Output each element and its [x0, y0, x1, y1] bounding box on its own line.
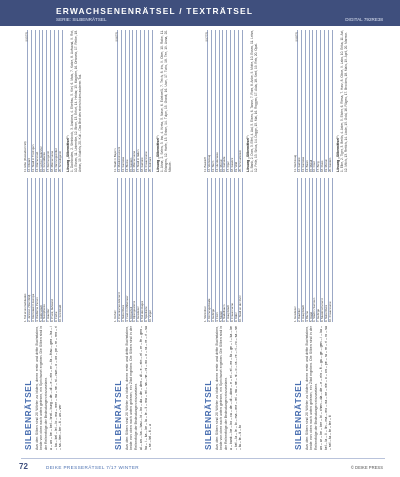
clue-line: 19. Nahrungsmittel — [55, 30, 59, 172]
puzzle-title: SILBENRÄTSEL — [24, 380, 33, 450]
solution-text: 1. Dachboden, 2. Steinbock, 3. Andorra, 4. Ehefrau, 5. Kiel, 6. Mais, 7. Katze, 8. Aufwand, 9. Rot, 10. Essen, 11. Unterelbe, 12. Birne, 13. Erfurt, 14. Hektar, 15. Magister, 16. Ortsnetz, 17. Reibe, 18. Anton, 19. Nudeln, 20. Kuli – Das Brot des einen ist des anderen Tod. — [69, 30, 82, 172]
clue-line: 8. Teil des Auges — [141, 178, 145, 322]
clue-line: 2. Kirchengebäude — [208, 178, 212, 322]
clue-line: 8. Musikinstrument — [321, 178, 325, 322]
clue-line: 20. Schreibgerät — [59, 30, 63, 172]
syllable-list: al – an – ba – bau – bi – bo – da – de – den – di – e – ein – el – er – fe – gen – ha – i – ka – ke – la – le – li – ma – mi – na – ne – ni – no – o – ra – re – ri – sa – se – tel – ti – u — [139, 326, 153, 450]
puzzle-title: SILBENRÄTSEL — [294, 380, 303, 450]
puzzle-page — [0, 26, 400, 456]
instructions-column — [204, 326, 276, 450]
clue-line: 16. Getreide — [223, 30, 227, 172]
puzzle-column — [111, 26, 189, 454]
clue-line: 5. Vogel — [310, 178, 314, 322]
clue-line: 20. Schmuckstein — [239, 30, 243, 172]
puzzle-body — [291, 26, 369, 454]
clue-line: 10. Stadt an der Ruhr — [239, 178, 243, 322]
clue-line: 4. Weibliche Person — [36, 178, 40, 322]
clues-column — [204, 178, 276, 322]
clues-column — [24, 178, 96, 322]
clues-column — [114, 178, 186, 322]
puzzle-number: 997TR — [205, 32, 209, 42]
clue-line: 9. Käfer — [235, 178, 239, 322]
clue-line: 16. Grunddecke — [43, 30, 47, 172]
clue-line: 13. Gemüse — [122, 30, 126, 172]
clue-line: 3. Gebirge — [212, 178, 216, 322]
clue-line: 9. Farbe — [55, 178, 59, 322]
clue-line: 1. Vorfahr — [114, 178, 118, 322]
clue-line: 9. Nebenfluss — [325, 178, 329, 322]
clue-line: 1. Gewässer — [294, 178, 298, 322]
solution-heading: Lösung „Silbenrätsel“: — [155, 135, 160, 172]
clue-line: 7. Gebirge — [317, 178, 321, 322]
clue-line: 19. Wild — [235, 30, 239, 172]
clue-line: 7. Haustier — [47, 178, 51, 322]
puzzle-title: SILBENRÄTSEL — [204, 380, 213, 450]
clue-line: 13. Stadt in Thüringen — [32, 30, 36, 172]
clue-line: 5. Metall — [220, 178, 224, 322]
clue-line: 6. Alpengewächs — [133, 178, 137, 322]
clue-line: 19. Monat — [325, 30, 329, 172]
clue-line: 5. Körperteil — [130, 178, 134, 322]
syllable-list: a – bank – be – bo – ca – de – di – dom – e – ei – el – en – fa – ge – i – ka – ke – kel – la – le – lo – ma – me – mi – na – ne – ni – o – ra – re – ri – ro – sa – se – ta – te – ti – to — [229, 326, 243, 450]
clue-line: 3. Nebenfluss — [122, 178, 126, 322]
puzzle-instructions: Aus den Silben sind 20 Wörter zu bilden, deren erste und dritte Buchstaben, beide von oben nach unten gelesen, ein Zitat ergeben. Die Silben sind in der Reihenfolge der Bedeutungen einzusetzen. — [125, 326, 138, 450]
clue-line: 13. Gemüse — [302, 30, 306, 172]
clues-column — [294, 30, 366, 172]
clue-line: 16. Insel — [313, 30, 317, 172]
solution-text: 1. Bank, 2. Dom, 3. Eifel, 4. Aal, 5. Eisen, 6. Tanne, 7. Rom, 8. Anke, 9. Motte, 10. Essen, 11. Lehm, 12. Feile, 13. Sirius, 14. Dogge, 15. Mai, 16. Roggen, 17. Aida, 18. Senf, 19. Reh, 20. Opal. — [249, 30, 258, 172]
clue-line: 20. Gestein — [329, 30, 333, 172]
clue-line: 12. Musikinstrument — [118, 30, 122, 172]
clue-line: 6. Nadelbaum — [223, 178, 227, 322]
clue-line: 18. Fluss — [321, 30, 325, 172]
puzzle-instructions: Aus den Silben sind 20 Wörter zu bilden, deren erste und dritte Buchstaben, beide von oben nach unten gelesen, ein Sprichwort ergeben. Die Silben sind in der Reihenfolge der Bedeutungen einzusetzen. — [35, 326, 48, 450]
header-bar — [0, 0, 400, 26]
clue-line: 10. Großstadt — [59, 178, 63, 322]
solution-heading: Lösung „Silbenrätsel“: — [245, 135, 250, 172]
clue-line: 18. Männername — [51, 30, 55, 172]
puzzle-body — [201, 26, 279, 454]
clue-line: 15. Metall — [310, 30, 314, 172]
puzzle-body — [111, 26, 189, 454]
clue-line: 18. Gewürz — [231, 30, 235, 172]
syllable-list: an – ar – be – ber – bi – chen – da – de – e – ein – fi – ga – ge – gen – i – ka – kel – la – li – lin – ma – mo – na – ne – nie – o – on – pe – ra – re – ri – ro – sa – sel – ta – te – ter – ti — [319, 326, 333, 450]
puzzle-column — [201, 26, 279, 454]
solution-heading: Lösung „Silbenrätsel“: — [65, 135, 70, 172]
solution-text: 1. Elbe, 2. Tiger, 3. Berlin, 4. Aster, 5. Elster, 6. Riesa, 7. Harz, 8. Oboe, 9. Lahn, 10. Erika, 11. Axt, 12. Milch, 13. Rettich, 14. Linde, 15. Gold, 16. Rügen, 17. Brocken, 18. Main, 19. April, 20. Marmor. — [339, 30, 348, 172]
syllable-list: a – an – be – bel – brot – burg – de – di – e – ein – er – fa – frau – gen – ha – i – ka – kel – lei – lo – ma – mer – na – ne – ni – nun – o – on – pe – re – ren – ri – sa – ten – ter – ti – un – ver — [49, 326, 63, 450]
section-title: ERWACHSENENRÄTSEL / TEXTRÄTSEL — [56, 6, 254, 16]
clue-line: 7. Gewässer — [137, 178, 141, 322]
clue-line: 11. Stadt in Bayern — [114, 30, 118, 172]
clue-line: 3. Hauptstadt — [302, 178, 306, 322]
clue-line: 20. Zeitmaß — [149, 30, 153, 172]
footer-divider — [21, 458, 385, 459]
clue-line: 13. Stern — [212, 30, 216, 172]
clue-line: 15. Monat — [220, 30, 224, 172]
copyright: © DEIKE PRESS — [350, 465, 383, 470]
clue-line: 1. Sitzmöbel — [204, 178, 208, 322]
puzzle-number: 996TR — [115, 32, 119, 42]
publication-label: DEIKE PRESSERÄTSEL 7/17 WINTER — [46, 465, 140, 470]
clue-line: 17. Berg — [317, 30, 321, 172]
digital-code: DIGITAL 792RE38 — [345, 17, 383, 22]
clue-line: 9. Spielkarte — [145, 178, 149, 322]
clue-line: 15. Gestein — [130, 30, 134, 172]
clues-column — [204, 30, 276, 172]
clue-line: 7. Hauptstadt — [227, 178, 231, 322]
solution-heading: Lösung „Silbenrätsel“: — [335, 135, 340, 172]
clue-line: 6. Stadt in Sachsen — [313, 178, 317, 322]
puzzle-number: 998TR — [295, 32, 299, 42]
clue-line: 4. Fisch — [216, 178, 220, 322]
page-number: 72 — [19, 462, 28, 471]
puzzle-body — [21, 26, 99, 454]
puzzle-instructions: Aus den Silben sind 20 Wörter zu bilden, deren erste und dritte Buchstaben, beide von oben nach unten gelesen, ein Zitat ergeben. Die Silben sind in der Reihenfolge der Bedeutungen einzusetzen. — [305, 326, 318, 450]
clue-line: 10. Frauenname — [329, 178, 333, 322]
clue-line: 5. Hafenstadt — [40, 178, 44, 322]
clue-line: 2. Chemisches Element — [118, 178, 122, 322]
clue-line: 12. Werkzeug — [208, 30, 212, 172]
clue-line: 16. Männername — [133, 30, 137, 172]
clue-line: 8. Frauenname — [231, 178, 235, 322]
clue-line: 1. Teil eines Gebäudes — [24, 178, 28, 322]
clues-column — [24, 30, 96, 172]
clue-line: 12. Getränk — [298, 30, 302, 172]
instructions-column — [294, 326, 366, 450]
clue-line: 17. Oper — [227, 30, 231, 172]
clue-line: 2. Raubtier — [298, 178, 302, 322]
clue-line: 4. Insel im Mittelmeer — [126, 178, 130, 322]
instructions-column — [114, 326, 186, 450]
clue-line: 11. Werkzeug — [294, 30, 298, 172]
clue-line: 10. Vogel — [149, 178, 153, 322]
clues-column — [114, 30, 186, 172]
puzzle-instructions: Aus den Silben sind 20 Wörter zu bilden, deren erste und dritte Buchstaben, beide von oben nach unten gelesen, ein Sprichwort ergeben. Die Silben sind in der Reihenfolge der Bedeutungen einzusetzen. — [215, 326, 228, 450]
clue-line: 11. Baustoff — [204, 30, 208, 172]
clue-line: 17. Stadt in Italien — [137, 30, 141, 172]
puzzle-number: 995TR — [25, 32, 29, 42]
clue-line: 4. Blume — [306, 178, 310, 322]
clue-line: 12. Obstart — [28, 30, 32, 172]
puzzle-column — [291, 26, 369, 454]
instructions-column — [24, 326, 96, 450]
clue-line: 18. Getränk — [141, 30, 145, 172]
clue-line: 11. Elbe (Flussabschnitt) — [24, 30, 28, 172]
clue-line: 19. Frauenname — [145, 30, 149, 172]
puzzle-column — [21, 26, 99, 454]
clue-line: 14. Flächenmaß — [36, 30, 40, 172]
clues-column — [294, 178, 366, 322]
clue-line: 6. Nutzpflanze — [43, 178, 47, 322]
clue-line: 8. Prunk, Aufwand — [51, 178, 55, 322]
clue-line: 17. Küchengerät — [47, 30, 51, 172]
clue-line: 14. Hunderasse — [216, 30, 220, 172]
puzzle-title: SILBENRÄTSEL — [114, 380, 123, 450]
clue-line: 15. Lehrer, Gelehrter — [40, 30, 44, 172]
clue-line: 14. Baum — [306, 30, 310, 172]
clue-line: 3. Kleinstaat in Europa — [32, 178, 36, 322]
clue-line: 2. Jahresz. (Sternbild) — [28, 178, 32, 322]
clue-line: 14. Blume — [126, 30, 130, 172]
solution-text: 1. Ahne, 2. Selen, 3. Inn, 4. Kreta, 5. Nase, 6. Edelweiß, 7. Teich, 8. Iris, 9. Ober, 10. Rabe, 11. Erlangen, 12. Harfe, 13. Erbse, 14. Tulpe, 15. Granit, 16. Uwe, 17. Turin, 18. Tee, 19. Anna, 20. Minute. — [159, 30, 172, 172]
series-label: SERIE: SILBENRÄTSEL — [56, 17, 107, 22]
